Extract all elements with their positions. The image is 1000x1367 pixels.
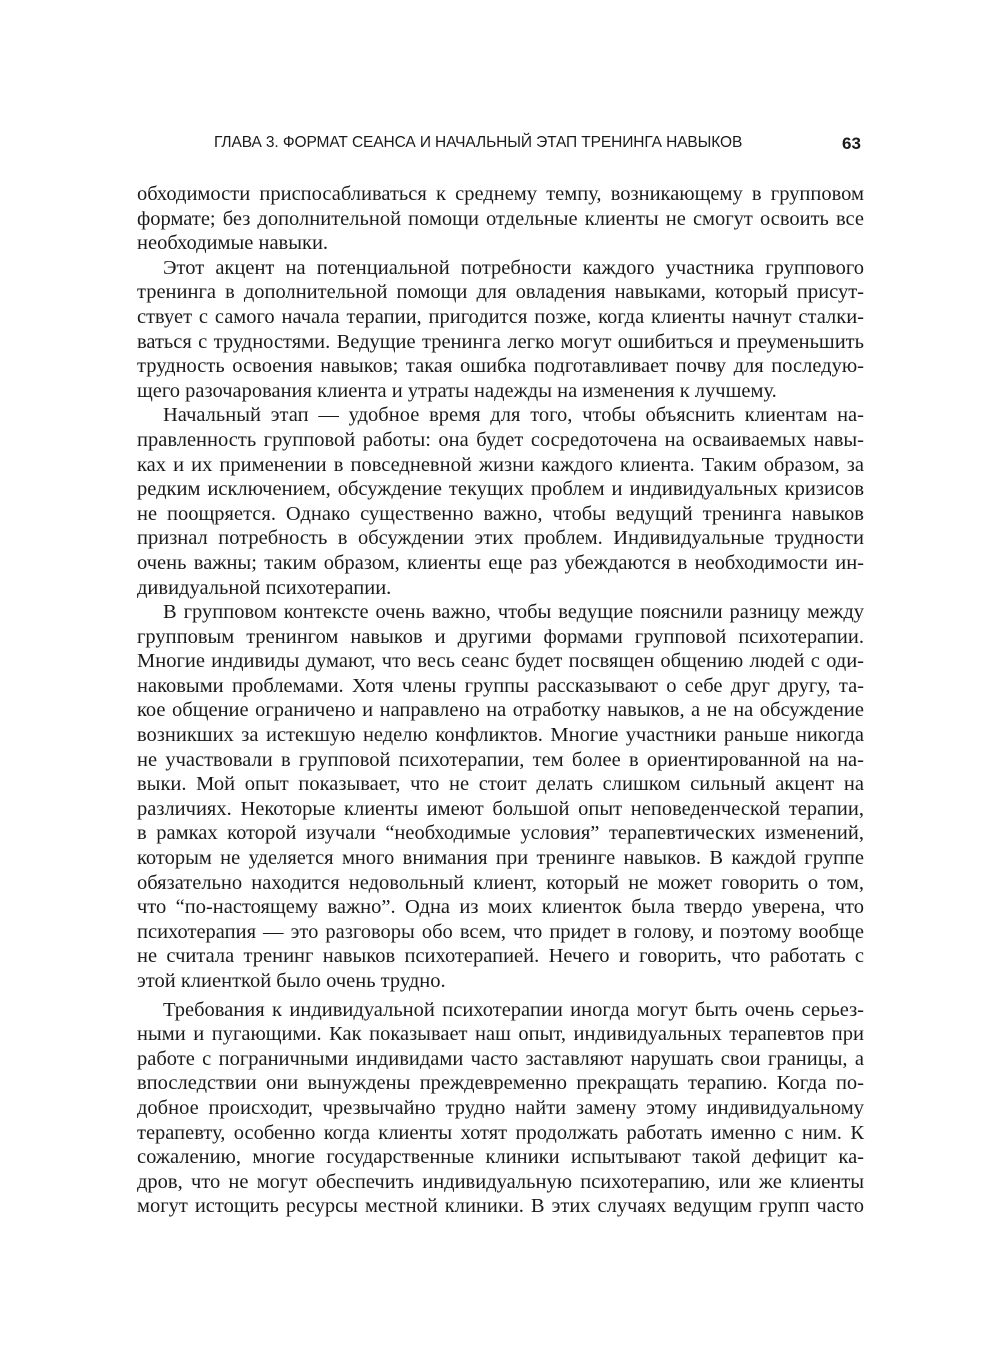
text-line: сожалению, многие государственные клиники испытывают такой дефицит ка- [137, 1146, 864, 1169]
text-line: не считала тренинг навыков психотерапией. Нечего и говорить, что работать с [137, 945, 864, 968]
text-line: тренинга в дополнительной помощи для овладения навыками, который присут- [137, 281, 864, 304]
text-line: В групповом контексте очень важно, чтобы ведущие пояснили разницу между [163, 601, 864, 624]
text-line: Начальный этап — удобное время для того, чтобы объяснить клиентам на- [163, 404, 864, 427]
text-line: кое общение ограничено и направлено на отработку навыков, а не на обсуждение [137, 699, 864, 722]
text-line: необходимые навыки. [137, 232, 329, 255]
text-line: не участвовали в групповой психотерапии, тем более в ориентированной на на- [137, 748, 864, 771]
text-line: выки. Мой опыт показывает, что не стоит делать слишком сильный акцент на [137, 773, 864, 796]
text-line: обязательно находится недовольный клиент, который не может говорить о том, [137, 871, 864, 894]
text-line: психотерапия — это разговоры обо всем, что придет в голову, и поэтому вообще [137, 920, 864, 943]
text-line: ствует с самого начала терапии, пригодится позже, когда клиенты начнут сталки- [137, 305, 864, 328]
text-line: не поощряется. Однако существенно важно, чтобы ведущий тренинга навыков [137, 502, 864, 525]
page-number: 63 [842, 134, 861, 153]
text-line: признал потребность в обсуждении этих проблем. Индивидуальные трудности [137, 527, 864, 550]
paragraph [137, 182, 864, 256]
running-head-title: ГЛАВА 3. ФОРМАТ СЕАНСА И НАЧАЛЬНЫЙ ЭТАП ТРЕНИНГА НАВЫКОВ [214, 134, 743, 151]
text-line: обходимости приспосабливаться к среднему темпу, возникающему в групповом [137, 183, 864, 205]
text-line: ными и пугающими. Как показывает наш опыт, индивидуальных терапевтов при [137, 1023, 864, 1046]
text-line: правленность групповой работы: она будет сосредоточена на осваиваемых навы- [137, 428, 864, 451]
text-line: различиях. Некоторые клиенты имеют большой опыт неповеденческой терапии, [137, 797, 864, 820]
body-text [137, 182, 864, 1219]
text-line: трудность освоения навыков; такая ошибка подготавливает почву для последую- [137, 355, 864, 378]
paragraph [137, 998, 864, 1219]
text-line: очень важны; таким образом, клиенты еще раз убеждаются в необходимости ин- [137, 551, 864, 574]
text-line: работе с пограничными индивидами часто заставляют нарушать свои границы, а [137, 1047, 864, 1070]
text-line: ваться с трудностями. Ведущие тренинга легко могут ошибиться и преуменьшить [137, 330, 864, 353]
text-line: наковыми проблемами. Хотя члены группы рассказывают о себе друг другу, та- [137, 674, 864, 697]
text-line: что “по-настоящему важно”. Одна из моих клиенток была твердо уверена, что [137, 896, 864, 919]
paragraph [137, 600, 864, 994]
text-line: щего разочарования клиента и утраты надежды на изменения к лучшему. [137, 379, 777, 402]
text-line: Этот акцент на потенциальной потребности каждого участника группового [163, 256, 864, 279]
paragraph [137, 256, 864, 404]
text-line: терапевту, особенно когда клиенты хотят продолжать работать именно с ним. К [137, 1121, 864, 1144]
text-line: дивидуальной психотерапии. [137, 576, 392, 599]
paragraph [137, 403, 864, 600]
text-line: возникших за истекшую неделю конфликтов. Многие участники раньше никогда [137, 724, 864, 747]
text-line: редким исключением, обсуждение текущих проблем и индивидуальных кризисов [137, 478, 864, 501]
text-line: этой клиенткой было очень трудно. [137, 970, 446, 992]
text-line: групповым тренингом навыков и другими формами групповой психотерапии. [137, 625, 864, 648]
text-line: впоследствии они вынуждены преждевременно прекращать терапию. Когда по- [137, 1072, 864, 1095]
text-line: формате; без дополнительной помощи отдельные клиенты не смогут освоить все [137, 207, 864, 230]
text-line: ках и их применении в повседневной жизни каждого клиента. Таким образом, за [137, 453, 864, 476]
text-line: добное происходит, чрезвычайно трудно найти замену этому индивидуальному [137, 1096, 864, 1119]
text-line: которым не уделяется много внимания при тренинге навыков. В каждой группе [137, 847, 864, 870]
text-line: Требования к индивидуальной психотерапии иногда могут быть очень серьез- [163, 998, 864, 1021]
text-line: дров, что не могут обеспечить индивидуальную психотерапию, или же клиенты [137, 1170, 864, 1193]
text-line: могут истощить ресурсы местной клиники. В этих случаях ведущим групп часто [137, 1195, 864, 1218]
text-line: в рамках которой изучали “необходимые условия” терапевтических изменений, [137, 822, 864, 845]
text-line: Многие индивиды думают, что весь сеанс будет посвящен общению людей с оди- [137, 650, 864, 673]
